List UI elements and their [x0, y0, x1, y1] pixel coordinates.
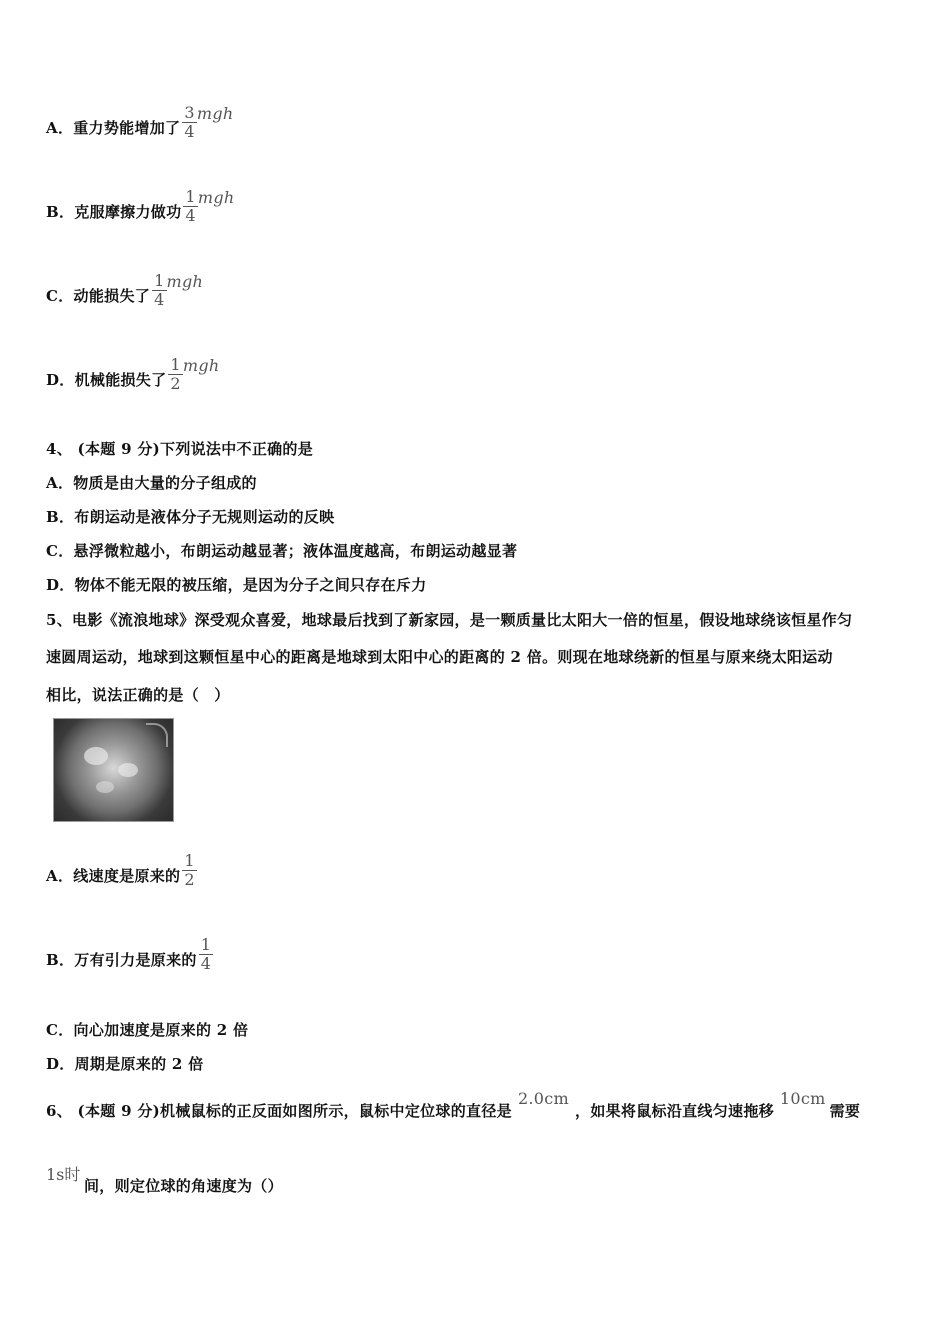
q4-option-a: A．物质是由大量的分子组成的: [46, 474, 257, 492]
q5-option-d: D．周期是原来的 2 倍: [46, 1055, 204, 1073]
q5-stem-line-2: 速圆周运动，地球到这颗恒星中心的距离是地球到太阳中心的距离的 2 倍。则现在地球绕新的恒星与原来绕太阳运动: [46, 648, 833, 666]
q3-option-a: A．重力势能增加了 $\frac{3}{4}$ mgh: [46, 103, 234, 141]
q6-stem-line-2: 间，则定位球的角速度为（）: [84, 1177, 283, 1195]
q6-stem-line-1: 6、 (本题 9 分)机械鼠标的正反面如图所示，鼠标中定位球的直径是2.0cm，如果将鼠标沿直线匀速拖移10cm需要: [46, 1089, 861, 1120]
q5-option-b: B．万有引力是原来的 $\frac{1}{4}$: [46, 935, 212, 973]
sun-image: [53, 718, 174, 822]
fraction: $\frac{1}{4}$: [200, 935, 212, 973]
fraction: $\frac{1}{2}$: [184, 851, 195, 889]
q3-option-b: B．克服摩擦力做功 $\frac{1}{4}$ mgh: [46, 187, 235, 225]
q3-option-d: D．机械能损失了 $\frac{1}{2}$ mgh: [46, 355, 220, 393]
distance-value: 10cm: [779, 1089, 826, 1108]
diameter-value: 2.0cm: [517, 1089, 570, 1108]
fraction: $\frac{3}{4}$: [184, 103, 195, 141]
q5-option-c: C．向心加速度是原来的 2 倍: [46, 1021, 249, 1039]
q4-option-b: B．布朗运动是液体分子无规则运动的反映: [46, 508, 335, 526]
q5-stem-line-1: 5、电影《流浪地球》深受观众喜爱，地球最后找到了新家园，是一颗质量比太阳大一倍的恒星，假设地球绕该恒星作匀: [46, 611, 853, 629]
q5-stem-line-3: 相比，说法正确的是（ ）: [46, 686, 230, 704]
fraction: $\frac{1}{4}$: [185, 187, 196, 225]
q4-option-c: C．悬浮微粒越小，布朗运动越显著；液体温度越高，布朗运动越显著: [46, 542, 518, 560]
q3-option-c: C．动能损失了 $\frac{1}{4}$ mgh: [46, 271, 204, 309]
q4-option-d: D．物体不能无限的被压缩，是因为分子之间只存在斥力: [46, 576, 427, 594]
fraction: $\frac{1}{2}$: [170, 355, 181, 393]
fraction: $\frac{1}{4}$: [154, 271, 165, 309]
q4-stem: 4、 (本题 9 分)下列说法中不正确的是: [46, 440, 314, 458]
q5-option-a: A．线速度是原来的 $\frac{1}{2}$: [46, 851, 195, 889]
time-value: 1s时: [46, 1165, 81, 1184]
